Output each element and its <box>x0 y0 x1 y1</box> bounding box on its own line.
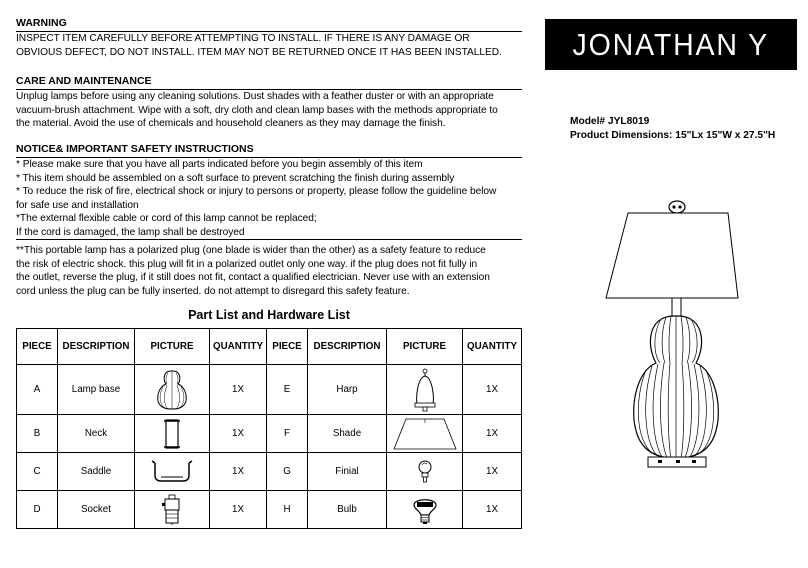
picture-cell <box>135 491 210 529</box>
quantity-cell: 1X <box>463 415 522 453</box>
notice-text <box>16 158 522 240</box>
model-info <box>570 115 775 143</box>
lamp-illustration <box>590 195 740 470</box>
description-cell: Saddle <box>58 453 135 491</box>
divider <box>16 239 522 240</box>
description-cell: Neck <box>58 415 135 453</box>
note-line: the outlet, reverse the plug, if it still does not fit, contact a qualified electrician. Never use with an extension <box>16 272 490 284</box>
care-title: CARE AND MAINTENANCE <box>16 75 152 87</box>
piece-cell: G <box>267 453 308 491</box>
care-section <box>16 75 522 131</box>
piece-cell: F <box>267 415 308 453</box>
picture-cell <box>135 453 210 491</box>
picture-cell <box>387 453 463 491</box>
note-line: **This portable lamp has a polarized plug (one blade is wider than the other) as a safety feature to reduce <box>16 245 486 256</box>
description-cell: Bulb <box>308 491 387 529</box>
note-line: cord unless the plug can be fully inserted. do not attempt to disregard this safety feature. <box>16 285 410 297</box>
piece-cell: H <box>267 491 308 529</box>
care-line: vacuum-brush attachment. Wipe with a soft, dry cloth and clean lamp bases with the methods appropriate to <box>16 104 498 116</box>
piece-cell: B <box>17 415 58 453</box>
note-line: the risk of electric shock. this plug will fit in a polarized outlet only one way. if the plug does not fit fully in <box>16 258 478 270</box>
table-header-row <box>17 329 522 365</box>
table-row <box>17 415 522 453</box>
picture-cell <box>135 415 210 453</box>
description-cell: Shade <box>308 415 387 453</box>
brand-logo-text: JONATHAN Y <box>572 26 770 62</box>
notice-line: for safe use and installation <box>16 199 139 211</box>
piece-cell: E <box>267 365 308 415</box>
piece-cell: D <box>17 491 58 529</box>
polarized-plug-note <box>16 238 522 298</box>
care-line: Unplug lamps before using any cleaning solutions. Dust shades with a feather duster or with an appropriate <box>16 91 494 102</box>
notice-line: * This item should be assembled on a soft surface to prevent scratching the finish during assembly <box>16 172 455 184</box>
bulb-icon <box>411 495 439 525</box>
piece-cell: C <box>17 453 58 491</box>
finial-icon <box>415 459 435 485</box>
description-cell: Socket <box>58 491 135 529</box>
notice-line: * To reduce the risk of fire, electrical shock or injury to persons or property, please follow the guideline below <box>16 186 497 198</box>
table-row <box>17 365 522 415</box>
saddle-icon <box>151 459 193 485</box>
column-header: DESCRIPTION <box>58 329 135 365</box>
notice-line: * Please make sure that you have all parts indicated before you begin assembly of this item <box>16 159 423 170</box>
warning-text <box>16 32 522 59</box>
product-dimensions: Product Dimensions: 15"Lx 15"W x 27.5"H <box>570 130 776 141</box>
quantity-cell: 1X <box>210 491 267 529</box>
harp-icon <box>410 368 440 412</box>
notice-line: If the cord is damaged, the lamp shall be destroyed <box>16 226 245 238</box>
quantity-cell: 1X <box>210 365 267 415</box>
lamp-base-icon <box>155 369 189 411</box>
shade-icon <box>392 417 458 451</box>
warning-line: OBVIOUS DEFECT, DO NOT INSTALL. ITEM MAY NOT BE RETURNED ONCE IT HAS BEEN INSTALLED. <box>16 46 502 58</box>
column-header: PICTURE <box>135 329 210 365</box>
quantity-cell: 1X <box>463 453 522 491</box>
care-text <box>16 90 522 131</box>
quantity-cell: 1X <box>210 415 267 453</box>
column-header: QUANTITY <box>463 329 522 365</box>
picture-cell <box>387 365 463 415</box>
table-row <box>17 453 522 491</box>
notice-title: NOTICE& IMPORTANT SAFETY INSTRUCTIONS <box>16 143 254 155</box>
table-row <box>17 491 522 529</box>
column-header: DESCRIPTION <box>308 329 387 365</box>
notice-line: *The external flexible cable or cord of this lamp cannot be replaced; <box>16 213 317 225</box>
description-cell: Lamp base <box>58 365 135 415</box>
picture-cell <box>387 415 463 453</box>
note-text <box>16 244 522 298</box>
parts-table <box>16 328 522 529</box>
description-cell: Finial <box>308 453 387 491</box>
column-header: PIECE <box>17 329 58 365</box>
quantity-cell: 1X <box>463 491 522 529</box>
piece-cell: A <box>17 365 58 415</box>
notice-section <box>16 143 522 240</box>
picture-cell <box>387 491 463 529</box>
model-number: Model# JYL8019 <box>570 116 650 127</box>
column-header: PICTURE <box>387 329 463 365</box>
neck-icon <box>162 418 182 450</box>
socket-icon <box>161 494 183 526</box>
column-header: PIECE <box>267 329 308 365</box>
column-header: QUANTITY <box>210 329 267 365</box>
warning-section <box>16 17 522 59</box>
care-line: the material. Avoid the use of chemicals and household cleaners as they may damage the finish. <box>16 118 446 130</box>
warning-line: INSPECT ITEM CAREFULLY BEFORE ATTEMPTING TO INSTALL. IF THERE IS ANY DAMAGE OR <box>16 33 470 44</box>
brand-logo <box>545 19 797 70</box>
warning-title: WARNING <box>16 17 67 29</box>
quantity-cell: 1X <box>210 453 267 491</box>
description-cell: Harp <box>308 365 387 415</box>
picture-cell <box>135 365 210 415</box>
quantity-cell: 1X <box>463 365 522 415</box>
parts-table-title: Part List and Hardware List <box>188 308 350 322</box>
